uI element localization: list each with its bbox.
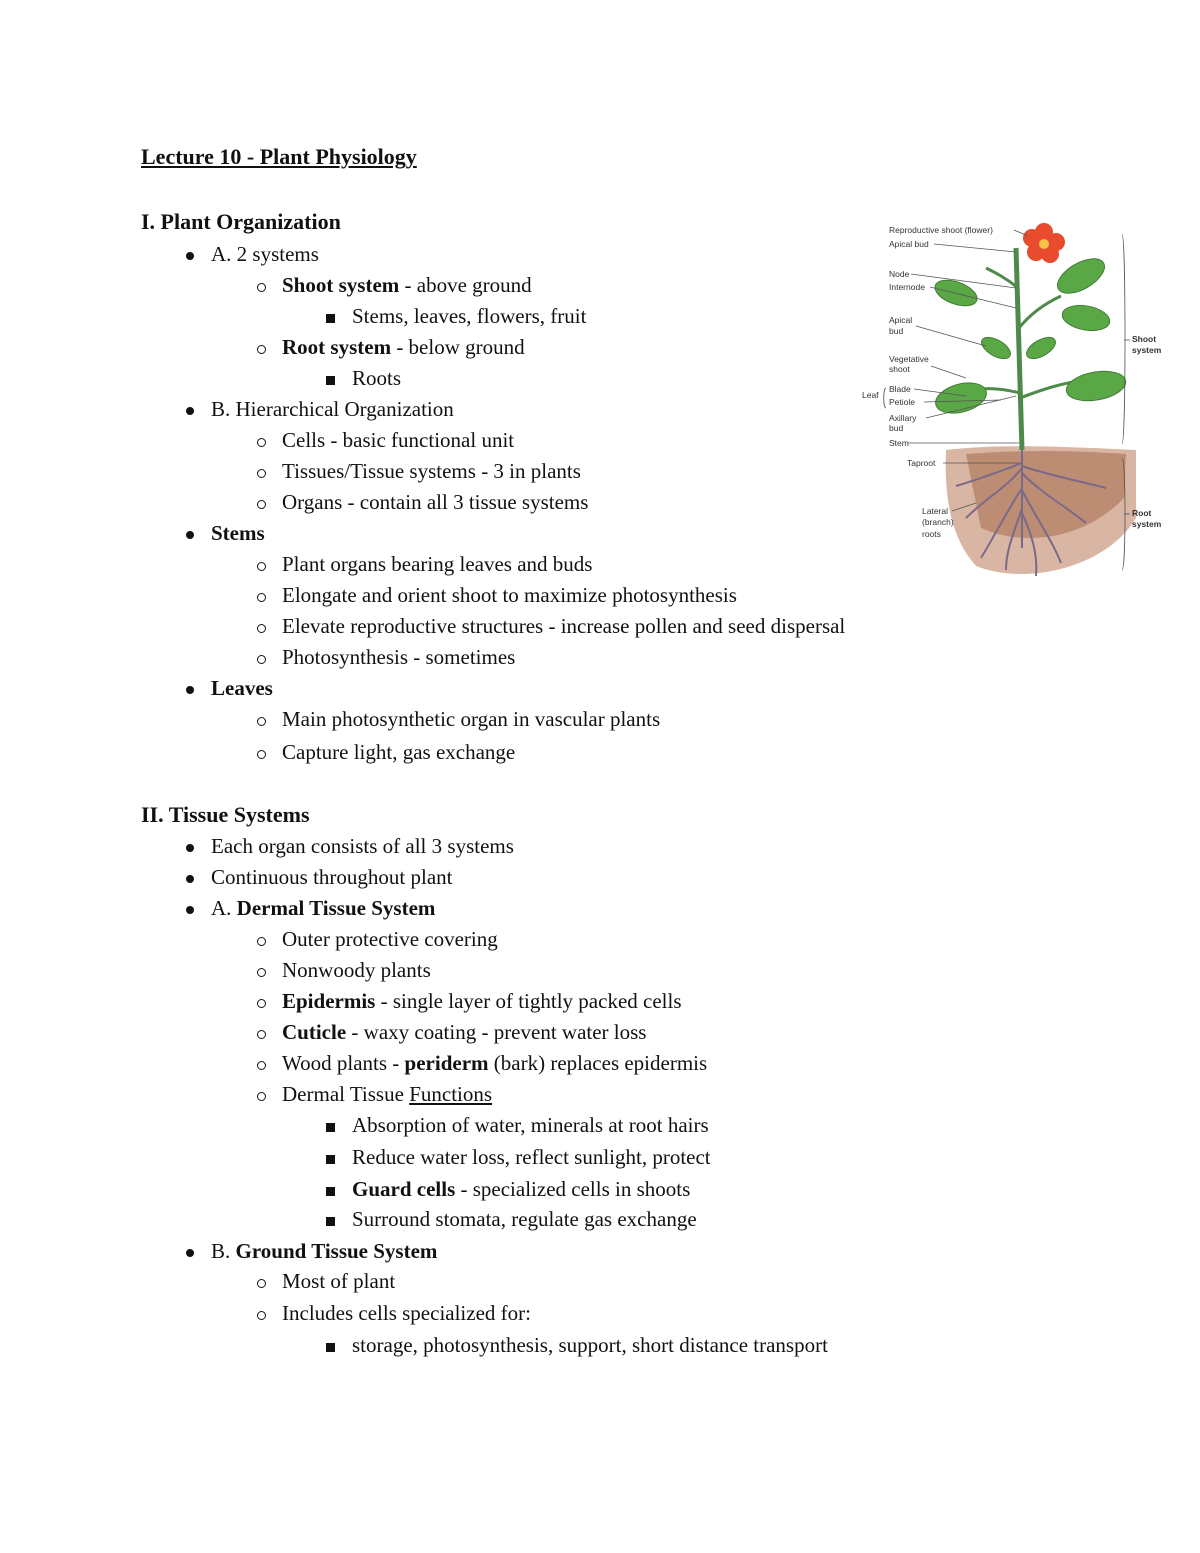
- svg-text:Taproot: Taproot: [907, 458, 936, 468]
- list-item: Photosynthesis - sometimes: [282, 645, 515, 669]
- list-item: storage, photosynthesis, support, short distance transport: [352, 1333, 828, 1357]
- list-item: Epidermis - single layer of tightly packed cells: [282, 989, 682, 1013]
- list-item: A. Dermal Tissue System: [211, 896, 435, 920]
- bullet-icon: [186, 906, 194, 914]
- bullet-icon: [186, 686, 194, 694]
- bullet-icon: [186, 1249, 194, 1257]
- list-item: Organs - contain all 3 tissue systems: [282, 490, 588, 514]
- hollow-bullet-icon: [257, 717, 266, 726]
- bullet-icon: [186, 875, 194, 883]
- hollow-bullet-icon: [257, 1092, 266, 1101]
- svg-text:Lateral: Lateral: [922, 506, 948, 516]
- svg-text:Vegetative: Vegetative: [889, 354, 929, 364]
- svg-text:Shoot: Shoot: [1132, 334, 1157, 344]
- list-item: Cuticle - waxy coating - prevent water loss: [282, 1020, 646, 1044]
- bullet-icon: [186, 844, 194, 852]
- list-item: Capture light, gas exchange: [282, 740, 515, 764]
- hollow-bullet-icon: [257, 469, 266, 478]
- plant-anatomy-figure: [856, 218, 1170, 580]
- hollow-bullet-icon: [257, 345, 266, 354]
- list-item: Stems, leaves, flowers, fruit: [352, 304, 586, 328]
- list-item: A. 2 systems: [211, 242, 319, 266]
- list-item: B. Hierarchical Organization: [211, 397, 454, 421]
- hollow-bullet-icon: [257, 999, 266, 1008]
- list-item: Tissues/Tissue systems - 3 in plants: [282, 459, 581, 483]
- bullet-icon: [186, 531, 194, 539]
- list-item: Absorption of water, minerals at root hairs: [352, 1113, 709, 1137]
- list-item: Wood plants - periderm (bark) replaces epidermis: [282, 1051, 707, 1075]
- list-item: Plant organs bearing leaves and buds: [282, 552, 592, 576]
- hollow-bullet-icon: [257, 283, 266, 292]
- svg-text:shoot: shoot: [889, 364, 910, 374]
- svg-text:Petiole: Petiole: [889, 397, 915, 407]
- svg-text:Apical: Apical: [889, 315, 913, 325]
- svg-text:Axillary: Axillary: [889, 413, 917, 423]
- hollow-bullet-icon: [257, 500, 266, 509]
- flower-drawing: [1023, 223, 1065, 263]
- square-bullet-icon: [326, 314, 335, 323]
- list-item: Guard cells - specialized cells in shoots: [352, 1177, 690, 1201]
- hollow-bullet-icon: [257, 562, 266, 571]
- hollow-bullet-icon: [257, 1311, 266, 1320]
- list-item: Root system - below ground: [282, 335, 525, 359]
- svg-text:Apical bud: Apical bud: [889, 239, 929, 249]
- list-item: Elevate reproductive structures - increase pollen and seed dispersal: [282, 614, 845, 638]
- stem-drawing: [1016, 248, 1022, 450]
- list-item: Nonwoody plants: [282, 958, 431, 982]
- list-item: Elongate and orient shoot to maximize photosynthesis: [282, 583, 737, 607]
- svg-text:roots: roots: [922, 529, 941, 539]
- square-bullet-icon: [326, 1155, 335, 1164]
- list-item: Reduce water loss, reflect sunlight, protect: [352, 1145, 711, 1169]
- svg-text:Reproductive shoot (flower): Reproductive shoot (flower): [889, 225, 993, 235]
- hollow-bullet-icon: [257, 937, 266, 946]
- bullet-icon: [186, 252, 194, 260]
- svg-text:Stem: Stem: [889, 438, 909, 448]
- bullet-icon: [186, 407, 194, 415]
- square-bullet-icon: [326, 1187, 335, 1196]
- svg-text:bud: bud: [889, 423, 904, 433]
- hollow-bullet-icon: [257, 655, 266, 664]
- svg-text:Node: Node: [889, 269, 910, 279]
- list-item: Cells - basic functional unit: [282, 428, 514, 452]
- hollow-bullet-icon: [257, 1279, 266, 1288]
- list-item: Dermal Tissue Functions: [282, 1082, 492, 1106]
- list-item: Surround stomata, regulate gas exchange: [352, 1207, 697, 1231]
- hollow-bullet-icon: [257, 1030, 266, 1039]
- svg-text:Root: Root: [1132, 508, 1152, 518]
- hollow-bullet-icon: [257, 438, 266, 447]
- square-bullet-icon: [326, 1343, 335, 1352]
- list-item: Roots: [352, 366, 401, 390]
- list-item: Includes cells specialized for:: [282, 1301, 531, 1325]
- list-item: B. Ground Tissue System: [211, 1239, 437, 1263]
- svg-text:bud: bud: [889, 326, 904, 336]
- hollow-bullet-icon: [257, 750, 266, 759]
- page-title: Lecture 10 - Plant Physiology: [141, 144, 417, 169]
- section-heading-plant-organization: I. Plant Organization: [141, 209, 341, 234]
- svg-text:(branch): (branch): [922, 517, 954, 527]
- list-item: Each organ consists of all 3 systems: [211, 834, 514, 858]
- svg-text:Internode: Internode: [889, 282, 925, 292]
- square-bullet-icon: [326, 1217, 335, 1226]
- svg-text:Blade: Blade: [889, 384, 911, 394]
- hollow-bullet-icon: [257, 624, 266, 633]
- list-item: Leaves: [211, 676, 273, 700]
- hollow-bullet-icon: [257, 968, 266, 977]
- list-item: Outer protective covering: [282, 927, 498, 951]
- list-item: Continuous throughout plant: [211, 865, 453, 889]
- square-bullet-icon: [326, 376, 335, 385]
- list-item: Main photosynthetic organ in vascular plants: [282, 707, 660, 731]
- svg-text:system: system: [1132, 519, 1162, 529]
- list-item: Most of plant: [282, 1269, 395, 1293]
- hollow-bullet-icon: [257, 1061, 266, 1070]
- list-item: Stems: [211, 521, 265, 545]
- section-heading-tissue-systems: II. Tissue Systems: [141, 802, 310, 827]
- list-item: Shoot system - above ground: [282, 273, 532, 297]
- hollow-bullet-icon: [257, 593, 266, 602]
- square-bullet-icon: [326, 1123, 335, 1132]
- svg-text:system: system: [1132, 345, 1162, 355]
- svg-text:Leaf: Leaf: [862, 390, 879, 400]
